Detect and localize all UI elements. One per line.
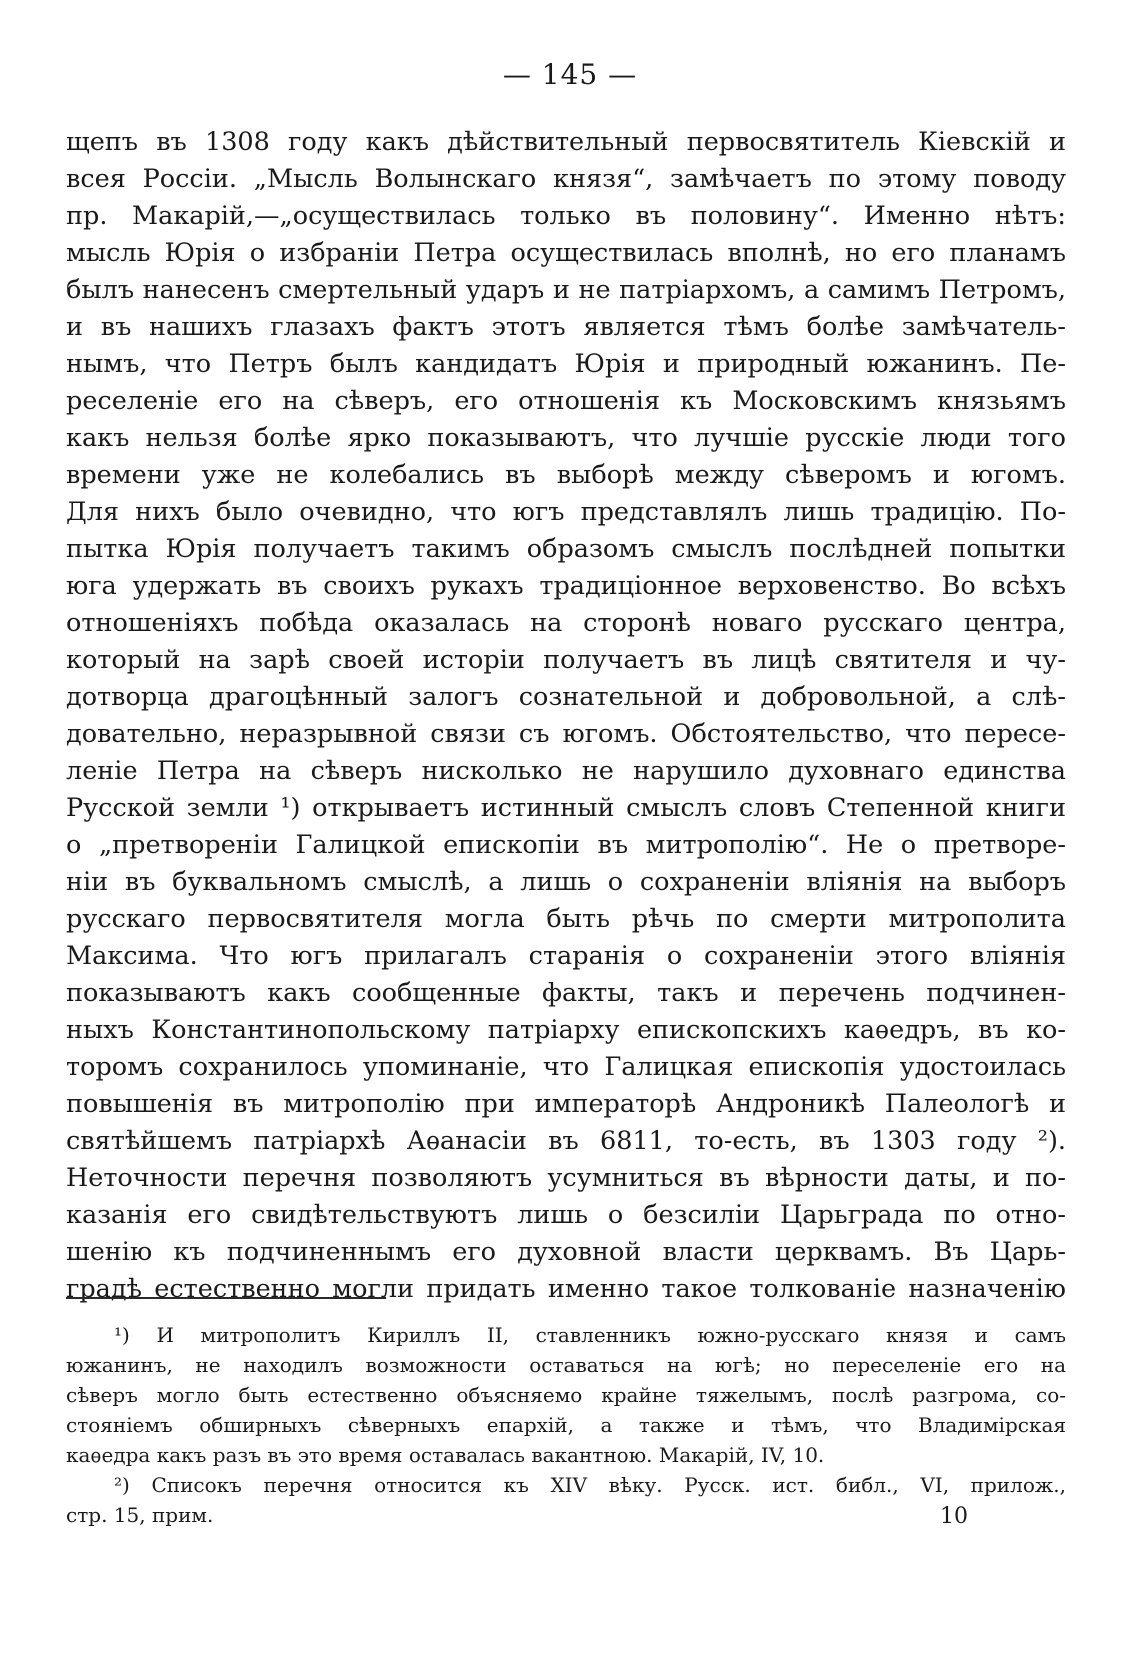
text-line: юга удержать въ своихъ рукахъ традиціонное верховенство. Во всѣхъ (66, 571, 1066, 601)
text-line: градѣ естественно могли придать именно такое толкованіе назначенію (66, 1274, 1066, 1304)
footnote-line: ¹) И митрополитъ Кириллъ II, ставленникъ южно-русскаго князя и самъ (114, 1323, 1066, 1347)
text-line: и въ нашихъ глазахъ фактъ этотъ является тѣмъ болѣе замѣчатель- (66, 312, 1066, 342)
text-line: ніи въ буквальномъ смыслѣ, а лишь о сохраненіи вліянія на выборъ (66, 867, 1066, 897)
footnote-line: ²) Списокъ перечня относится къ XIV вѣку. Русск. ист. библ., VI, прилож., (114, 1473, 1066, 1497)
text-line: реселеніе его на сѣверъ, его отношенія къ Московскимъ князьямъ (66, 386, 1066, 416)
text-line: Неточности перечня позволяютъ усумниться въ вѣрности даты, и по- (66, 1163, 1066, 1193)
footnote-line: сѣверъ могло быть естественно объясняемо крайне тяжелымъ, послѣ разгрома, со- (66, 1383, 1066, 1407)
text-line: показываютъ какъ сообщенные факты, такъ и перечень подчинен- (66, 978, 1066, 1008)
text-line: нымъ, что Петръ былъ кандидатъ Юрія и природный южанинъ. Пе- (66, 349, 1066, 379)
text-line: отношеніяхъ побѣда оказалась на сторонѣ новаго русскаго центра, (66, 608, 1066, 638)
text-line: Русской земли ¹) открываетъ истинный смыслъ словъ Степенной книги (66, 793, 1066, 823)
footnote-line: южанинъ, не находилъ возможности оставаться на югѣ; но переселеніе его на (66, 1353, 1066, 1377)
text-line: торомъ сохранилось упоминаніе, что Галицкая епископія удостоилась (66, 1052, 1066, 1082)
footnote-divider (66, 1297, 386, 1299)
text-line: времени уже не колебались въ выборѣ между сѣверомъ и югомъ. (66, 460, 1066, 490)
text-line: дотворца драгоцѣнный залогъ сознательной и добровольной, а слѣ- (66, 682, 1066, 712)
text-line: ныхъ Константинопольскому патріарху епископскихъ каѳедръ, въ ко- (66, 1015, 1066, 1045)
text-line: шенію къ подчиненнымъ его духовной власти церквамъ. Въ Царь- (66, 1237, 1066, 1267)
text-line: Для нихъ было очевидно, что югъ представлялъ лишь традицію. По- (66, 497, 1066, 527)
text-line: русскаго первосвятителя могла быть рѣчь по смерти митрополита (66, 904, 1066, 934)
text-line: довательно, неразрывной связи съ югомъ. Обстоятельство, что пересе- (66, 719, 1066, 749)
text-line: казанія его свидѣтельствуютъ лишь о безсиліи Царьграда по отно- (66, 1200, 1066, 1230)
text-line: какъ нельзя болѣе ярко показываютъ, что лучшіе русскіе люди того (66, 423, 1066, 453)
footnote-line: каѳедра какъ разъ въ это время оставалась вакантною. Макарій, IV, 10. (66, 1443, 825, 1467)
text-line: пытка Юрія получаетъ такимъ образомъ смыслъ послѣдней попытки (66, 534, 1066, 564)
text-line: мысль Юрія о избраніи Петра осуществилась вполнѣ, но его планамъ (66, 238, 1066, 268)
main-text (66, 124, 1066, 1308)
footnote-line: стояніемъ обширныхъ сѣверныхъ епархій, а также и тѣмъ, что Владимірская (66, 1413, 1066, 1437)
footnotes (66, 1320, 1066, 1530)
text-line: леніе Петра на сѣверъ нисколько не нарушило духовнаго единства (66, 756, 1066, 786)
text-line: о „претвореніи Галицкой епископіи въ митрополію“. Не о претворе- (66, 830, 1066, 860)
text-line: щепъ въ 1308 году какъ дѣйствительный первосвятитель Кіевскій и (66, 127, 1066, 157)
printer-signature: 10 (940, 1504, 968, 1529)
text-line: святѣйшемъ патріархѣ Аѳанасіи въ 6811, то-есть, въ 1303 году ²). (66, 1126, 1066, 1156)
text-line: былъ нанесенъ смертельный ударъ и не патріархомъ, а самимъ Петромъ, (66, 275, 1066, 305)
text-line: который на зарѣ своей исторіи получаетъ въ лицѣ святителя и чу- (66, 645, 1066, 675)
page-number: — 145 — (502, 58, 638, 91)
footnote-line: стр. 15, прим. (66, 1503, 214, 1527)
text-line: всея Россіи. „Мысль Волынскаго князя“, замѣчаетъ по этому поводу (66, 164, 1066, 194)
text-line: Максима. Что югъ прилагалъ старанія о сохраненіи этого вліянія (66, 941, 1066, 971)
text-line: повышенія въ митрополію при императорѣ Андроникѣ Палеологѣ и (66, 1089, 1066, 1119)
text-line: пр. Макарій,—„осуществилась только въ половину“. Именно нѣтъ: (66, 201, 1066, 231)
